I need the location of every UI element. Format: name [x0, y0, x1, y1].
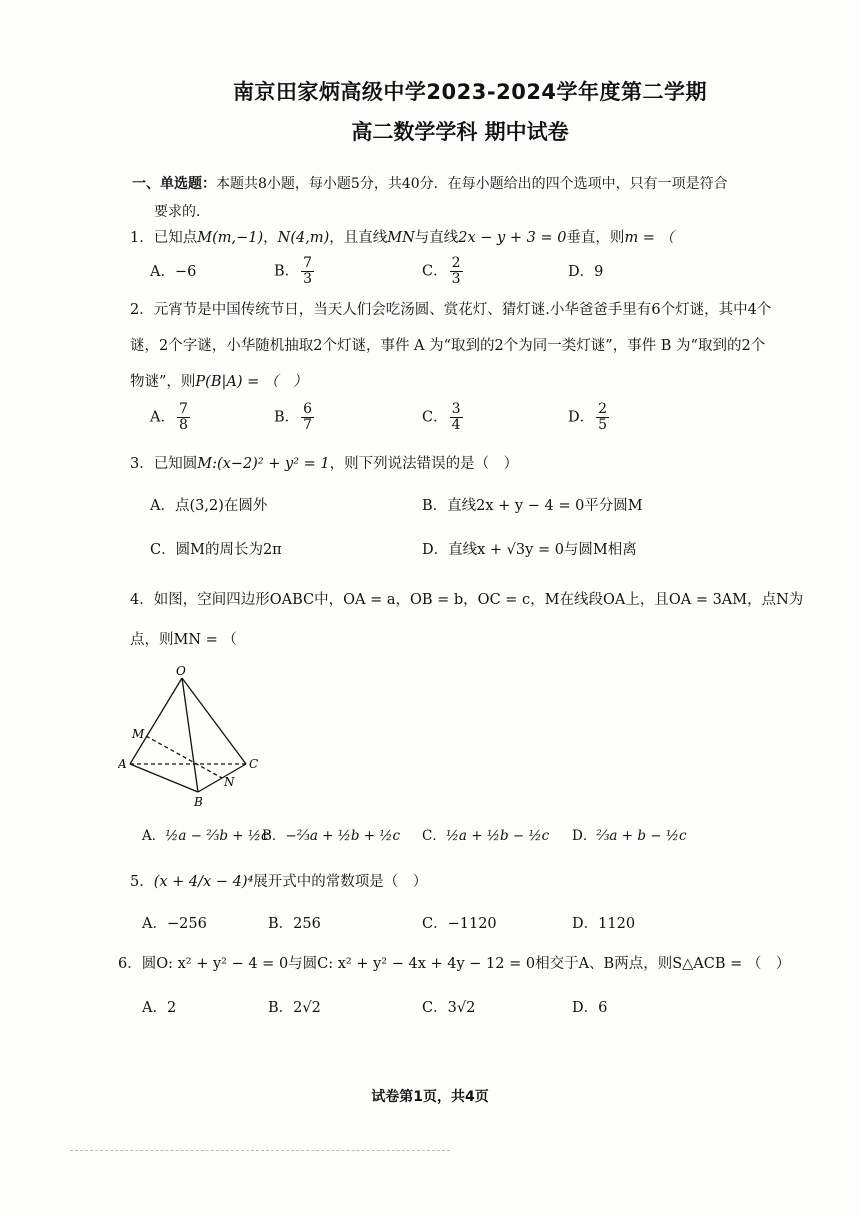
q6-option-c[interactable]	[422, 996, 475, 1017]
option-label: C．	[422, 1000, 448, 1016]
q1-option-d[interactable]	[568, 260, 603, 281]
option-label: A．	[150, 498, 175, 514]
option-text: ½a + ½b − ½c	[445, 828, 550, 844]
label-n: N	[224, 775, 235, 789]
option-value: −256	[166, 916, 207, 932]
numerator: 7	[303, 255, 313, 271]
q6-text: 圆O: x² + y² − 4 = 0与圆C: x² + y² − 4x + 4y − 12 = 0相交于A、B两点，则S△ACB = （ ）	[141, 956, 791, 972]
exam-subtitle: 高二数学学科 期中试卷	[351, 120, 569, 144]
option-label: A．	[142, 916, 167, 932]
q4-line-2: 点，则MN = （	[130, 632, 237, 648]
question-6-options	[142, 996, 810, 1026]
q4-line-1: 如图，空间四边形OABC中，OA = a，OB = b，OC = c，M在线段OA上，且OA = 3AM，点N为	[153, 592, 804, 608]
option-value: −1120	[447, 916, 497, 932]
option-label: D．	[572, 828, 597, 844]
q1-option-c[interactable]	[422, 256, 465, 287]
option-label: D．	[572, 916, 599, 932]
section-1-header	[132, 170, 852, 226]
edge-ob	[182, 678, 198, 792]
edge-ab	[130, 764, 198, 792]
denominator: 3	[303, 271, 313, 287]
question-4-stem	[130, 580, 850, 660]
option-value: 2√2	[293, 1000, 321, 1016]
fraction	[450, 256, 463, 287]
q6-option-a[interactable]	[142, 996, 176, 1017]
q3-option-b[interactable]	[422, 494, 643, 515]
q1-text-c: ，且直线	[329, 230, 388, 246]
q4-option-d[interactable]	[572, 824, 687, 844]
q2-option-b[interactable]	[274, 402, 316, 433]
question-5-stem	[130, 864, 850, 900]
q3-text-a: 已知圆	[153, 456, 198, 472]
option-text: ½a − ⅔b + ½c	[165, 828, 269, 844]
q1-text-d: 与直线	[414, 230, 459, 246]
option-label: D．	[422, 542, 449, 558]
q5-option-d[interactable]	[572, 912, 635, 933]
option-label: C．	[150, 542, 176, 558]
q6-option-d[interactable]	[572, 996, 607, 1017]
q2-option-d[interactable]	[568, 402, 611, 433]
point-n: N(4,m)	[277, 230, 330, 246]
q5-option-a[interactable]	[142, 912, 207, 933]
question-1-stem	[130, 220, 850, 256]
option-value: 6	[598, 1000, 608, 1016]
question-6-stem	[118, 946, 838, 982]
fraction	[301, 402, 314, 433]
numerator: 3	[451, 401, 461, 417]
section-instructions: 本题共8小题，每小题5分，共40分．在每小题给出的四个选项中，只有一项是符合	[216, 176, 728, 192]
label-b: B	[194, 795, 203, 809]
question-number: 1．	[130, 230, 154, 246]
option-label: B．	[422, 498, 448, 514]
label-m: M	[132, 727, 145, 741]
question-1-options	[150, 256, 810, 292]
option-label: B．	[274, 409, 300, 426]
option-value: −6	[174, 264, 197, 280]
numerator: 6	[303, 401, 313, 417]
page-footer: 试卷第1页，共4页	[371, 1089, 489, 1105]
q1-text-a: 已知点	[153, 230, 198, 246]
question-2-stem	[130, 292, 850, 400]
label-o: O	[176, 664, 186, 678]
option-label: B．	[268, 1000, 294, 1016]
option-label: C．	[422, 263, 448, 280]
fraction	[177, 402, 190, 433]
numerator: 7	[178, 401, 188, 417]
option-label: D．	[568, 409, 595, 426]
numerator: 2	[451, 255, 461, 271]
option-text: 直线x + √3y = 0与圆M相离	[448, 542, 637, 558]
denominator: 7	[303, 417, 313, 433]
option-label: B．	[268, 916, 294, 932]
question-2-options	[150, 402, 810, 442]
question-3-stem	[130, 446, 850, 482]
q2-line-3: 物谜”，则	[130, 374, 196, 390]
point-m: M(m,−1)	[197, 230, 264, 246]
denominator: 3	[451, 271, 461, 287]
question-5-options	[142, 912, 810, 942]
circle-equation: M:(x−2)² + y² = 1	[197, 456, 330, 472]
option-label: A．	[150, 264, 175, 280]
fraction	[450, 402, 463, 433]
question-3-options-row2	[150, 538, 810, 568]
q5-option-c[interactable]	[422, 912, 497, 933]
q2-option-a[interactable]	[150, 402, 192, 433]
q5-option-b[interactable]	[268, 912, 321, 933]
option-value: 256	[293, 916, 321, 932]
option-value: 9	[594, 264, 604, 280]
tetrahedron-figure	[118, 664, 278, 814]
option-label: D．	[572, 1000, 599, 1016]
label-a: A	[118, 757, 127, 771]
option-label: D．	[568, 264, 595, 280]
fraction	[596, 402, 609, 433]
option-label: C．	[422, 409, 448, 426]
option-value: 1120	[598, 916, 636, 932]
section-instructions-cont: 要求的．	[154, 204, 210, 220]
question-3-options-row1	[150, 494, 810, 524]
denominator: 5	[598, 417, 608, 433]
bottom-divider	[70, 1150, 450, 1151]
question-number: 5．	[130, 874, 154, 890]
option-label: A．	[142, 1000, 167, 1016]
option-label: B．	[274, 263, 300, 280]
segment-mn	[146, 736, 222, 778]
question-4-options	[142, 824, 810, 856]
q1-text-e: 垂直，则	[566, 230, 625, 246]
q5-text: 展开式中的常数项是（ ）	[253, 874, 428, 890]
option-value: 3√2	[447, 1000, 476, 1016]
numerator: 2	[598, 401, 608, 417]
q1-option-b[interactable]	[274, 256, 316, 287]
q4-option-a[interactable]	[142, 824, 269, 844]
option-value: 2	[166, 1000, 177, 1016]
q1-option-a[interactable]	[150, 260, 196, 281]
q3-option-a[interactable]	[150, 494, 267, 515]
edge-oc	[182, 678, 246, 764]
q2-option-c[interactable]	[422, 402, 465, 433]
q4-option-c[interactable]	[422, 824, 549, 844]
binomial-expression: (x + 4/x − 4)⁴	[153, 874, 254, 890]
option-text: 圆M的周长为2π	[175, 542, 282, 558]
option-text: 直线2x + y − 4 = 0平分圆M	[447, 498, 643, 514]
q3-option-c[interactable]	[150, 538, 282, 559]
question-number: 6．	[118, 956, 142, 972]
option-label: B．	[262, 828, 286, 844]
question-number: 2．	[130, 302, 154, 318]
section-heading: 一、单选题：	[132, 176, 216, 192]
conditional-probability: P(B|A) = （ ）	[195, 374, 308, 390]
option-label: C．	[422, 828, 446, 844]
question-number: 3．	[130, 456, 154, 472]
question-number: 4．	[130, 592, 154, 608]
denominator: 8	[178, 417, 188, 433]
fraction	[301, 256, 314, 287]
option-label: C．	[422, 916, 448, 932]
q3-option-d[interactable]	[422, 538, 637, 559]
line-mn: MN	[387, 230, 415, 246]
label-c: C	[249, 757, 259, 771]
m-equals: m = （	[624, 230, 675, 246]
exam-title: 南京田家炳高级中学2023-2024学年度第二学期	[232, 80, 708, 104]
option-text: −⅔a + ½b + ½c	[285, 828, 401, 844]
option-label: A．	[142, 828, 166, 844]
q6-option-b[interactable]	[268, 996, 321, 1017]
line-equation: 2x − y + 3 = 0	[458, 230, 567, 246]
q2-line-2: 谜，2个字谜，小华随机抽取2个灯谜，事件 A 为“取到的2个为同一类灯谜”，事件 B 为“取到的2个	[130, 338, 766, 354]
q1-text-b: ，	[263, 230, 278, 246]
option-text: 点(3,2)在圆外	[174, 498, 268, 514]
option-label: A．	[150, 409, 175, 426]
option-text: ⅔a + b − ½c	[596, 828, 687, 844]
denominator: 4	[451, 417, 461, 433]
q3-text-b: ，则下列说法错误的是（ ）	[329, 456, 519, 472]
q2-line-1: 元宵节是中国传统节日，当天人们会吃汤圆、赏花灯、猜灯谜.小华爸爸手里有6个灯谜，其中4个	[153, 302, 772, 318]
q4-option-b[interactable]	[262, 824, 400, 844]
